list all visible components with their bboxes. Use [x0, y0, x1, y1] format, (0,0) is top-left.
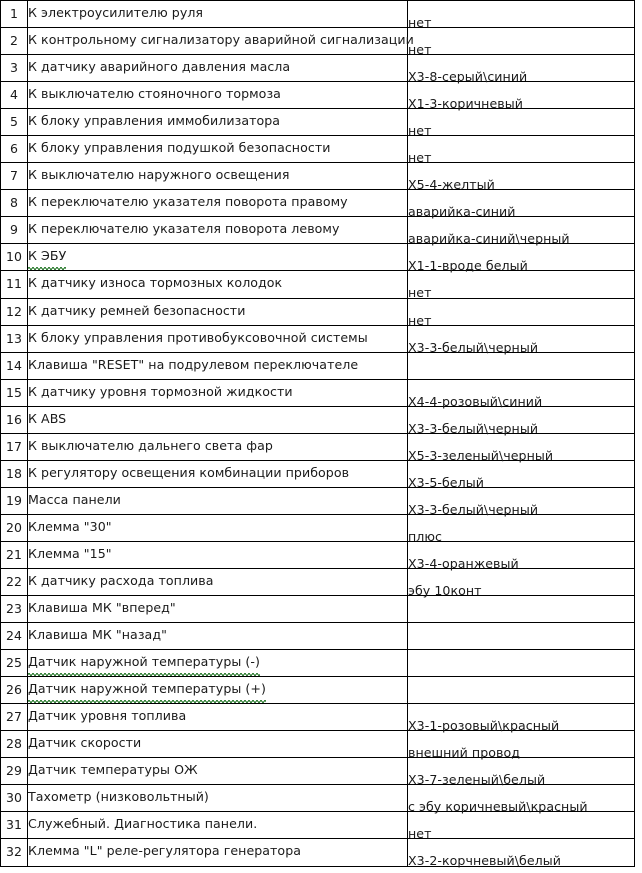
table-row — [1, 244, 635, 271]
description-cell — [28, 596, 408, 623]
row-number-text: 15 — [5, 384, 23, 400]
description-cell — [28, 677, 408, 704]
table-row — [1, 271, 635, 298]
description-text: Клемма "L" реле-регулятора генератора — [28, 843, 302, 859]
table-row — [1, 406, 635, 433]
description-text: К датчику износа тормозных колодок — [28, 275, 283, 291]
description-text: К регулятору освещения комбинации приборов — [28, 464, 350, 480]
row-number-text: 14 — [5, 357, 23, 373]
wire-value-cell — [408, 677, 635, 704]
table-row — [1, 704, 635, 731]
description-cell — [28, 839, 408, 866]
wire-value-text: аварийка-синий\черный — [408, 231, 570, 247]
description-cell — [28, 55, 408, 82]
wire-value-cell — [408, 812, 635, 842]
description-text: Масса панели — [28, 491, 121, 507]
wire-value-cell — [408, 460, 635, 490]
description-text: Датчик температуры ОЖ — [28, 762, 198, 778]
table-row — [1, 352, 635, 379]
description-text — [28, 650, 407, 675]
description-cell — [28, 650, 408, 677]
description-cell — [28, 163, 408, 190]
wire-value-text: внешний провод — [408, 745, 521, 761]
wire-value-text: эбу 10конт — [408, 582, 482, 598]
wire-value-cell — [408, 731, 635, 761]
wire-value-text: Х4-4-розовый\синий — [408, 393, 543, 409]
wire-value-text: нет — [408, 312, 432, 328]
wire-value-cell — [408, 298, 635, 328]
row-number-cell — [1, 163, 28, 190]
wire-value-cell — [408, 244, 635, 274]
wire-value-cell — [408, 433, 635, 463]
row-number-text: 24 — [5, 628, 23, 644]
row-number-text: 9 — [9, 222, 19, 238]
description-cell — [28, 406, 408, 433]
wire-value-text: Х3-2-корчневый\белый — [408, 853, 561, 869]
description-text: Клавиша МК "вперед" — [28, 600, 176, 616]
row-number-text: 30 — [5, 790, 23, 806]
row-number-cell — [1, 650, 28, 677]
description-text: Клавиша МК "назад" — [28, 627, 167, 643]
row-number-text: 5 — [9, 114, 19, 130]
row-number-text: 17 — [5, 438, 23, 454]
wire-value-cell — [408, 541, 635, 571]
description-text: К контрольному сигнализатору аварийной сигнализации — [28, 32, 414, 48]
row-number-cell — [1, 55, 28, 82]
wire-value-cell — [408, 568, 635, 598]
table-row — [1, 623, 635, 650]
row-number-cell — [1, 812, 28, 839]
row-number-cell — [1, 731, 28, 758]
description-text: К блоку управления противобуксовочной системы — [28, 329, 368, 345]
grammar-underline: Датчик наружной температуры (-) — [28, 650, 260, 675]
table-row — [1, 785, 635, 812]
row-number-cell — [1, 596, 28, 623]
description-text: К датчику расхода топлива — [28, 572, 214, 588]
table-row — [1, 839, 635, 866]
row-number-cell — [1, 1, 28, 28]
row-number-cell — [1, 433, 28, 460]
row-number-text: 32 — [5, 844, 23, 860]
description-text — [28, 677, 407, 702]
wire-value-text: нет — [408, 150, 432, 166]
table-row — [1, 109, 635, 136]
table-row — [1, 82, 635, 109]
table-row — [1, 460, 635, 487]
wire-value-text: нет — [408, 42, 432, 58]
table-row — [1, 28, 635, 55]
description-text — [28, 244, 407, 269]
row-number-text: 4 — [9, 87, 19, 103]
wire-value-cell — [408, 596, 635, 623]
wire-value-cell — [408, 487, 635, 517]
table-row — [1, 379, 635, 406]
description-cell — [28, 379, 408, 406]
row-number-text: 16 — [5, 411, 23, 427]
table-row — [1, 55, 635, 82]
wire-value-text: Х1-3-коричневый — [408, 96, 523, 112]
description-cell — [28, 109, 408, 136]
wire-value-cell — [408, 1, 635, 28]
row-number-text: 13 — [5, 330, 23, 346]
row-number-text: 27 — [5, 709, 23, 725]
row-number-text: 11 — [5, 276, 23, 292]
row-number-cell — [1, 568, 28, 595]
wire-value-text: Х3-7-зеленый\белый — [408, 772, 546, 788]
wire-value-text: Х3-3-белый\черный — [408, 420, 539, 436]
wire-value-cell — [408, 325, 635, 355]
row-number-text: 26 — [5, 682, 23, 698]
row-number-cell — [1, 271, 28, 298]
description-cell — [28, 785, 408, 812]
description-cell — [28, 352, 408, 379]
wire-value-cell — [408, 82, 635, 112]
description-cell — [28, 28, 414, 55]
description-text: К датчику уровня тормозной жидкости — [28, 383, 293, 399]
description-cell — [28, 731, 408, 758]
row-number-cell — [1, 28, 28, 55]
description-cell — [28, 271, 408, 298]
row-number-cell — [1, 244, 28, 271]
description-text: К выключателю стояночного тормоза — [28, 86, 281, 102]
row-number-cell — [1, 82, 28, 109]
description-text: Клемма "30" — [28, 518, 112, 534]
table-row — [1, 163, 635, 190]
wire-value-cell — [408, 623, 635, 650]
wire-value-cell — [408, 839, 635, 869]
row-number-text: 20 — [5, 519, 23, 535]
table-row — [1, 596, 635, 623]
wire-value-cell — [408, 55, 635, 85]
table-row — [1, 487, 635, 514]
wire-value-text: плюс — [408, 528, 443, 544]
description-text: К датчику аварийного давления масла — [28, 59, 291, 75]
wire-value-cell — [408, 650, 635, 677]
row-number-text: 3 — [9, 60, 19, 76]
wire-value-text: Х5-3-зеленый\черный — [408, 447, 554, 463]
wire-value-text: аварийка-синий — [408, 204, 516, 220]
wire-value-text: Х3-1-розовый\красный — [408, 718, 560, 734]
description-cell — [28, 82, 408, 109]
row-number-cell — [1, 541, 28, 568]
table-row — [1, 758, 635, 785]
description-text: К электроусилителю руля — [28, 5, 204, 20]
wire-value-cell — [408, 271, 635, 301]
description-cell — [28, 217, 408, 244]
row-number-text: 21 — [5, 546, 23, 562]
description-cell — [28, 758, 408, 785]
table-row — [1, 650, 635, 677]
description-text: Датчик скорости — [28, 735, 142, 751]
row-number-text: 1 — [9, 6, 19, 21]
wire-value-cell — [408, 758, 635, 788]
row-number-text: 18 — [5, 465, 23, 481]
table-row — [1, 136, 635, 163]
description-cell — [28, 568, 408, 595]
row-number-text: 31 — [5, 817, 23, 833]
row-number-text: 12 — [5, 303, 23, 319]
wire-value-text: Х3-5-белый — [408, 474, 484, 490]
row-number-cell — [1, 758, 28, 785]
wire-value-cell — [408, 379, 635, 409]
wire-value-cell — [408, 514, 635, 544]
wire-value-text: Х3-3-белый\черный — [408, 501, 539, 517]
row-number-text: 10 — [5, 249, 23, 265]
description-text: Клавиша "RESET" на подрулевом переключателе — [28, 356, 359, 372]
row-number-text: 28 — [5, 736, 23, 752]
wire-value-cell — [408, 136, 635, 166]
description-text: К выключателю наружного освещения — [28, 167, 290, 183]
wire-value-cell — [408, 785, 635, 815]
pinout-table-body — [1, 1, 635, 867]
row-number-cell — [1, 136, 28, 163]
row-number-cell — [1, 677, 28, 704]
row-number-text: 25 — [5, 655, 23, 671]
row-number-cell — [1, 298, 28, 325]
wire-value-cell — [408, 352, 635, 379]
wire-value-text: нет — [408, 123, 432, 139]
wire-value-text: Х3-8-серый\синий — [408, 69, 528, 85]
description-text: Датчик уровня топлива — [28, 708, 187, 724]
grammar-underline: К ЭБУ — [28, 244, 66, 269]
description-text: К блоку управления иммобилизатора — [28, 113, 281, 129]
row-number-cell — [1, 704, 28, 731]
description-text: К переключателю указателя поворота левому — [28, 221, 340, 237]
wire-value-cell — [408, 406, 635, 436]
row-number-cell — [1, 190, 28, 217]
row-number-text: 7 — [9, 168, 19, 184]
row-number-cell — [1, 325, 28, 352]
table-row — [1, 1, 635, 28]
row-number-cell — [1, 352, 28, 379]
description-cell — [28, 487, 408, 514]
description-cell — [28, 812, 408, 839]
wire-value-cell — [408, 109, 635, 139]
wire-value-text: с эбу коричневый\красный — [408, 799, 588, 815]
table-row — [1, 677, 635, 704]
row-number-text: 6 — [9, 141, 19, 157]
description-cell — [28, 460, 408, 487]
description-cell — [28, 325, 408, 352]
description-text: К датчику ремней безопасности — [28, 302, 246, 318]
row-number-cell — [1, 514, 28, 541]
row-number-text: 19 — [5, 492, 23, 508]
row-number-cell — [1, 217, 28, 244]
table-row — [1, 325, 635, 352]
wire-value-text: нет — [408, 15, 432, 30]
table-row — [1, 298, 635, 325]
description-cell — [28, 190, 408, 217]
row-number-cell — [1, 109, 28, 136]
wire-value-text: нет — [408, 285, 432, 301]
wire-value-text: Х3-4-оранжевый — [408, 555, 519, 571]
wire-value-cell — [408, 163, 635, 193]
wire-value-cell — [408, 217, 635, 247]
wire-value-cell — [408, 28, 635, 58]
wire-value-text: Х1-1-вроде белый — [408, 258, 528, 274]
description-cell — [28, 433, 408, 460]
description-cell — [28, 136, 408, 163]
row-number-text: 8 — [9, 195, 19, 211]
wire-value-cell — [408, 704, 635, 734]
description-text: К блоку управления подушкой безопасности — [28, 140, 331, 156]
row-number-cell — [1, 487, 28, 514]
table-row — [1, 731, 635, 758]
row-number-cell — [1, 623, 28, 650]
row-number-text: 22 — [5, 573, 23, 589]
description-cell — [28, 623, 408, 650]
description-cell — [28, 244, 408, 271]
table-row — [1, 217, 635, 244]
row-number-cell — [1, 379, 28, 406]
row-number-text: 23 — [5, 601, 23, 617]
row-number-cell — [1, 839, 28, 866]
wire-value-text: нет — [408, 826, 432, 842]
description-text: К выключателю дальнего света фар — [28, 437, 273, 453]
row-number-cell — [1, 406, 28, 433]
table-row — [1, 433, 635, 460]
description-cell — [28, 541, 408, 568]
wire-value-text: Х3-3-белый\черный — [408, 339, 539, 355]
description-cell — [28, 704, 408, 731]
description-cell — [28, 1, 408, 28]
description-text: К переключателю указателя поворота правому — [28, 194, 348, 210]
description-text: Служебный. Диагностика панели. — [28, 816, 258, 832]
grammar-underline: Датчик наружной температуры (+) — [28, 677, 266, 702]
row-number-text: 2 — [9, 33, 19, 49]
table-row — [1, 541, 635, 568]
description-text: Тахометр (низковольтный) — [28, 789, 209, 805]
row-number-cell — [1, 785, 28, 812]
table-row — [1, 812, 635, 839]
row-number-cell — [1, 460, 28, 487]
description-cell — [28, 298, 408, 325]
description-cell — [28, 514, 408, 541]
table-row — [1, 514, 635, 541]
wire-value-cell — [408, 190, 635, 220]
row-number-text: 29 — [5, 763, 23, 779]
table-row — [1, 568, 635, 595]
table-row — [1, 190, 635, 217]
wire-value-text: Х5-4-желтый — [408, 177, 495, 193]
description-text: К ABS — [28, 410, 67, 426]
description-text: Клемма "15" — [28, 545, 112, 561]
